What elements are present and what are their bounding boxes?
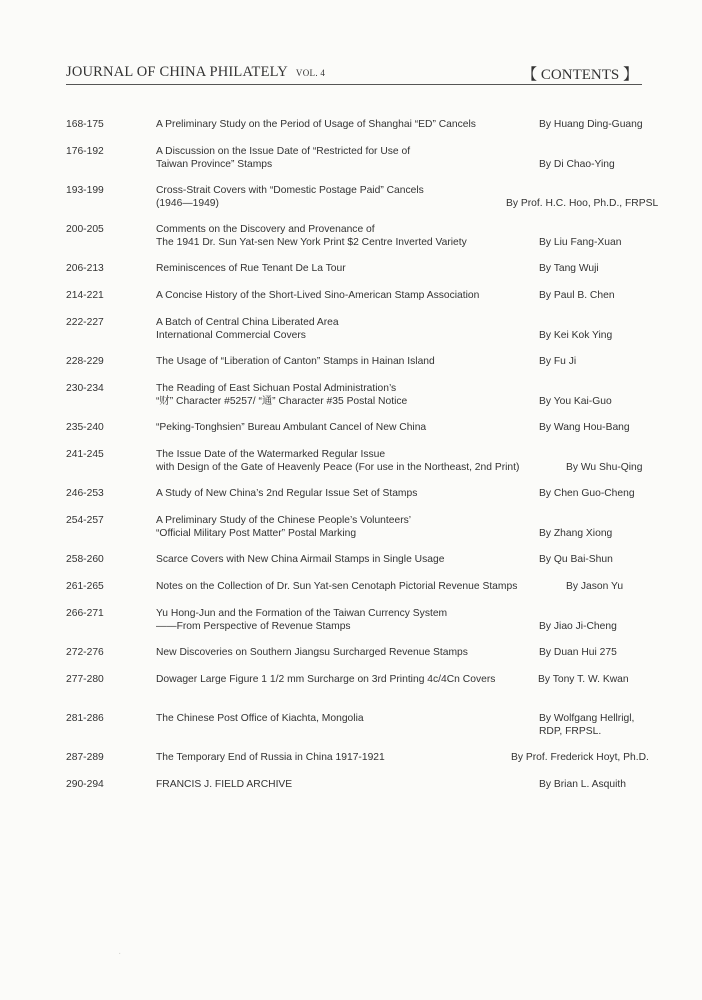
entry-author-line: By Wang Hou-Bang bbox=[539, 422, 630, 433]
entry-pages: 281-286 bbox=[66, 713, 104, 724]
entry-title-line: with Design of the Gate of Heavenly Peace (For use in the Northeast, 2nd Print) bbox=[156, 462, 520, 473]
entry-title-line: The 1941 Dr. Sun Yat-sen New York Print $2 Centre Inverted Variety bbox=[156, 237, 467, 248]
entry-title bbox=[156, 355, 435, 368]
entry-title bbox=[156, 184, 424, 210]
entry-author bbox=[539, 778, 626, 791]
entry-author bbox=[539, 262, 599, 275]
journal-title bbox=[66, 64, 325, 81]
entry-author-line: By Jason Yu bbox=[566, 581, 624, 592]
entry-title bbox=[156, 118, 476, 131]
entry-title-line: Cross-Strait Covers with “Domestic Postage Paid” Cancels bbox=[156, 185, 424, 196]
entry-author-line: By Jiao Ji-Cheng bbox=[539, 621, 617, 632]
volume-label: VOL. 4 bbox=[295, 68, 326, 78]
entry-author bbox=[506, 197, 658, 210]
entry-author bbox=[539, 421, 630, 434]
entry-title bbox=[156, 421, 426, 434]
entry-title-line: Scarce Covers with New China Airmail Stamps in Single Usage bbox=[156, 554, 445, 565]
entry-author bbox=[539, 646, 617, 659]
entry-title bbox=[156, 316, 339, 342]
entry-author-line: By Fu Ji bbox=[539, 356, 577, 367]
entry-title bbox=[156, 145, 410, 171]
entry-title bbox=[156, 580, 517, 593]
entry-author-line: By Huang Ding-Guang bbox=[539, 119, 643, 130]
entry-title bbox=[156, 448, 519, 474]
entry-author-line: By Wu Shu-Qing bbox=[566, 462, 643, 473]
entry-title-line: The Chinese Post Office of Kiachta, Mongolia bbox=[156, 713, 364, 724]
entry-title-line: FRANCIS J. FIELD ARCHIVE bbox=[156, 779, 293, 790]
entry-title-line: Reminiscences of Rue Tenant De La Tour bbox=[156, 263, 346, 274]
entry-pages: 214-221 bbox=[66, 290, 104, 301]
entry-title bbox=[156, 607, 447, 633]
entry-title-line: A Batch of Central China Liberated Area bbox=[156, 317, 339, 328]
entry-title-line: The Issue Date of the Watermarked Regular Issue bbox=[156, 449, 386, 460]
entry-author bbox=[539, 158, 615, 171]
entry-title-line: Dowager Large Figure 1 1/2 mm Surcharge on 3rd Printing 4c/4Cn Covers bbox=[156, 674, 496, 685]
entry-author-line: RDP, FRPSL. bbox=[539, 726, 602, 737]
entry-title bbox=[156, 553, 444, 566]
entry-author-line: By Duan Hui 275 bbox=[539, 647, 617, 658]
entry-pages: 290-294 bbox=[66, 779, 104, 790]
entry-title bbox=[156, 646, 468, 659]
section-title: 【 CONTENTS 】 bbox=[522, 67, 638, 83]
entry-pages: 266-271 bbox=[66, 608, 104, 619]
entry-title bbox=[156, 514, 411, 540]
journal-name: JOURNAL OF CHINA PHILATELY bbox=[66, 64, 288, 80]
entry-pages: 200-205 bbox=[66, 224, 104, 235]
entry-title-line: A Preliminary Study of the Chinese People’s Volunteers’ bbox=[156, 515, 412, 526]
entry-author-line: By You Kai-Guo bbox=[539, 396, 612, 407]
page-header bbox=[66, 64, 642, 84]
entry-title-line: Taiwan Province” Stamps bbox=[156, 159, 273, 170]
entry-author bbox=[566, 461, 643, 474]
entry-title-line: “Official Military Post Matter” Postal Marking bbox=[156, 528, 357, 539]
entry-pages: 168-175 bbox=[66, 119, 104, 130]
entry-author bbox=[539, 355, 576, 368]
entry-author bbox=[539, 620, 617, 633]
entry-author bbox=[539, 527, 612, 540]
entry-pages: 258-260 bbox=[66, 554, 104, 565]
entry-title bbox=[156, 382, 407, 408]
entry-pages: 261-265 bbox=[66, 581, 104, 592]
entry-author-line: By Chen Guo-Cheng bbox=[539, 488, 635, 499]
entry-author-line: By Paul B. Chen bbox=[539, 290, 615, 301]
entry-author bbox=[539, 553, 613, 566]
entry-author bbox=[538, 673, 629, 686]
entry-pages: 176-192 bbox=[66, 146, 104, 157]
entry-author bbox=[511, 751, 649, 764]
entry-title-line: New Discoveries on Southern Jiangsu Surcharged Revenue Stamps bbox=[156, 647, 468, 658]
entry-author-line: By Qu Bai-Shun bbox=[539, 554, 613, 565]
entry-author bbox=[539, 329, 612, 342]
entry-title-line: “财” Character #5257/ “通” Character #35 Postal Notice bbox=[156, 396, 408, 407]
entry-title-line: A Preliminary Study on the Period of Usage of Shanghai “ED” Cancels bbox=[156, 119, 476, 130]
entry-title-line: International Commercial Covers bbox=[156, 330, 306, 341]
entry-title bbox=[156, 289, 479, 302]
entry-pages: 193-199 bbox=[66, 185, 104, 196]
entry-author bbox=[539, 487, 635, 500]
entry-title bbox=[156, 673, 495, 686]
entry-author bbox=[566, 580, 623, 593]
entry-title-line: The Usage of “Liberation of Canton” Stamps in Hainan Island bbox=[156, 356, 435, 367]
entry-title-line: ——From Perspective of Revenue Stamps bbox=[156, 621, 351, 632]
entry-pages: 222-227 bbox=[66, 317, 104, 328]
entry-pages: 277-280 bbox=[66, 674, 104, 685]
entry-title bbox=[156, 487, 417, 500]
entry-title-line: A Study of New China’s 2nd Regular Issue Set of Stamps bbox=[156, 488, 418, 499]
entry-pages: 230-234 bbox=[66, 383, 104, 394]
entry-pages: 235-240 bbox=[66, 422, 104, 433]
entry-author-line: By Wolfgang Hellrigl, bbox=[539, 713, 635, 724]
entry-author-line: By Tony T. W. Kwan bbox=[538, 674, 629, 685]
entry-author-line: By Tang Wuji bbox=[539, 263, 599, 274]
entry-title-line: Comments on the Discovery and Provenance of bbox=[156, 224, 375, 235]
entry-pages: 272-276 bbox=[66, 647, 104, 658]
entry-pages: 254-257 bbox=[66, 515, 104, 526]
entry-author bbox=[539, 236, 621, 249]
entry-author-line: By Liu Fang-Xuan bbox=[539, 237, 622, 248]
entry-author bbox=[539, 289, 615, 302]
entry-title-line: A Discussion on the Issue Date of “Restricted for Use of bbox=[156, 146, 411, 157]
entry-title bbox=[156, 778, 292, 791]
entry-title-line: “Peking-Tonghsien” Bureau Ambulant Cancel of New China bbox=[156, 422, 427, 433]
entry-author-line: By Di Chao-Ying bbox=[539, 159, 615, 170]
entry-pages: 287-289 bbox=[66, 752, 104, 763]
header-rule bbox=[66, 84, 642, 85]
entry-title-line: A Concise History of the Short-Lived Sino-American Stamp Association bbox=[156, 290, 480, 301]
entry-title bbox=[156, 751, 385, 764]
entry-title bbox=[156, 262, 346, 275]
entry-author-line: By Zhang Xiong bbox=[539, 528, 613, 539]
entry-pages: 246-253 bbox=[66, 488, 104, 499]
entry-title-line: (1946—1949) bbox=[156, 198, 219, 209]
entry-author bbox=[539, 395, 612, 408]
entry-pages: 206-213 bbox=[66, 263, 104, 274]
entry-title-line: Yu Hong-Jun and the Formation of the Taiwan Currency System bbox=[156, 608, 448, 619]
entry-author-line: By Prof. Frederick Hoyt, Ph.D. bbox=[511, 752, 649, 763]
entry-author-line: By Brian L. Asquith bbox=[539, 779, 627, 790]
entry-title-line: The Temporary End of Russia in China 1917-1921 bbox=[156, 752, 385, 763]
entry-title bbox=[156, 223, 467, 249]
entry-title bbox=[156, 712, 364, 725]
entry-author-line: By Kei Kok Ying bbox=[539, 330, 613, 341]
entry-author bbox=[539, 712, 634, 738]
entry-title-line: The Reading of East Sichuan Postal Administration’s bbox=[156, 383, 397, 394]
entry-title-line: Notes on the Collection of Dr. Sun Yat-sen Cenotaph Pictorial Revenue Stamps bbox=[156, 581, 518, 592]
entry-pages: 241-245 bbox=[66, 449, 104, 460]
entry-author bbox=[539, 118, 643, 131]
entry-author-line: By Prof. H.C. Hoo, Ph.D., FRPSL bbox=[506, 198, 659, 209]
bleed-through-mark: · bbox=[118, 948, 122, 959]
entry-pages: 228-229 bbox=[66, 356, 104, 367]
